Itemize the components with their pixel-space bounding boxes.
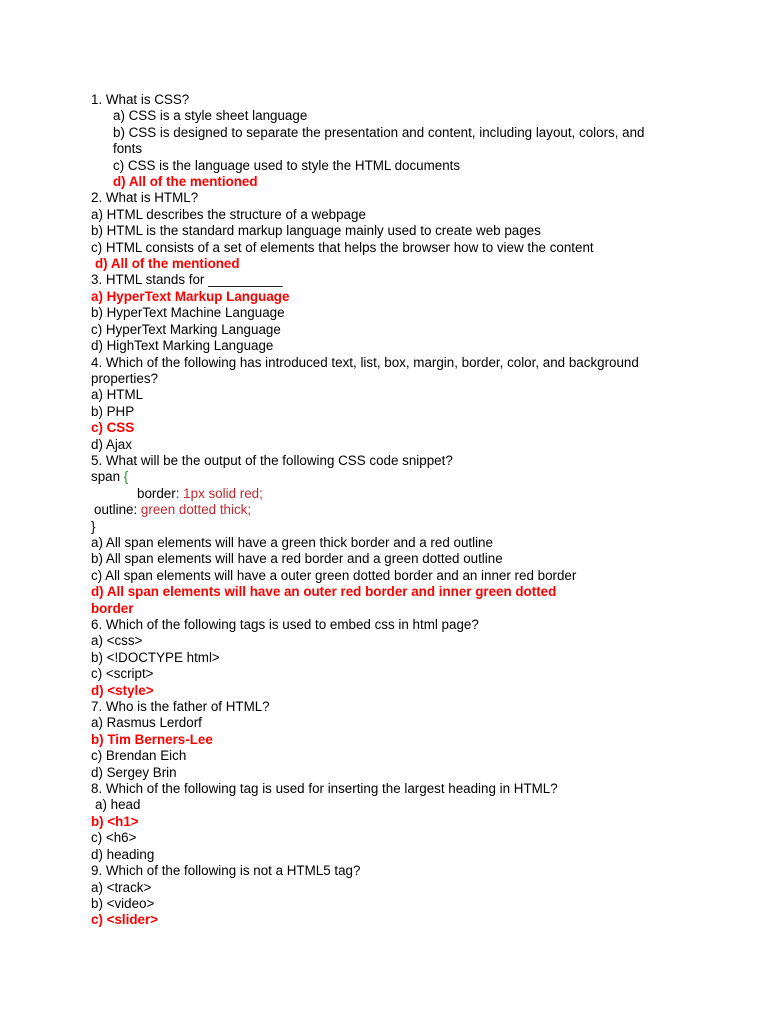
q8-option-d: d) heading xyxy=(91,846,155,862)
q5-option-a: a) All span elements will have a green thick border and a red outline xyxy=(91,534,493,550)
q5-answer-d: d) All span elements will have an outer red border and inner green dotted xyxy=(91,584,557,600)
q8-option-c: c) <h6> xyxy=(91,830,137,846)
code-close-brace: } xyxy=(91,518,96,534)
code-line-selector xyxy=(91,469,681,485)
q5-option-c: c) All span elements will have a outer green dotted border and an inner red border xyxy=(91,567,577,583)
q3-option-c: c) HyperText Marking Language xyxy=(91,321,281,337)
q7-option-c: c) Brendan Eich xyxy=(91,748,187,764)
quiz-document xyxy=(91,92,681,929)
q1-option-b-continued: fonts xyxy=(113,141,143,157)
q8-option-a: a) head xyxy=(95,797,141,813)
q9-option-a: a) <track> xyxy=(91,879,152,895)
code-value-outline: green dotted thick; xyxy=(140,502,252,518)
code-value-border: 1px solid red; xyxy=(183,485,263,501)
question-7: 7. Who is the father of HTML? xyxy=(91,699,270,715)
q3-answer-a: a) HyperText Markup Language xyxy=(91,288,290,304)
code-line-border xyxy=(91,486,681,502)
q7-option-a: a) Rasmus Lerdorf xyxy=(91,715,202,731)
q7-answer-b: b) Tim Berners-Lee xyxy=(91,731,213,747)
q1-option-a: a) CSS is a style sheet language xyxy=(113,108,308,124)
code-property-border: border xyxy=(137,485,176,501)
q3-option-d: d) HighText Marking Language xyxy=(91,338,274,354)
question-3: 3. HTML stands for __________ xyxy=(91,272,283,288)
q9-option-b: b) <video> xyxy=(91,895,155,911)
q1-answer-d: d) All of the mentioned xyxy=(113,174,258,190)
code-colon-2: : xyxy=(133,502,141,518)
q6-option-a: a) <css> xyxy=(91,633,143,649)
q1-option-c: c) CSS is the language used to style the HTML documents xyxy=(113,157,461,173)
code-property-outline: outline xyxy=(94,502,134,518)
question-4-continued: properties? xyxy=(91,370,158,386)
q7-option-d: d) Sergey Brin xyxy=(91,764,177,780)
q2-option-a: a) HTML describes the structure of a webpage xyxy=(91,206,366,222)
code-line-outline xyxy=(91,502,681,518)
q2-option-b: b) HTML is the standard markup language mainly used to create web pages xyxy=(91,223,541,239)
q5-option-b: b) All span elements will have a red border and a green dotted outline xyxy=(91,551,503,567)
question-2: 2. What is HTML? xyxy=(91,190,199,206)
q6-option-c: c) <script> xyxy=(91,666,154,682)
q4-option-a: a) HTML xyxy=(91,387,144,403)
question-8: 8. Which of the following tag is used for inserting the largest heading in HTML? xyxy=(91,781,558,797)
question-5: 5. What will be the output of the following CSS code snippet? xyxy=(91,452,453,468)
q8-answer-b: b) <h1> xyxy=(91,813,139,829)
code-selector: span xyxy=(91,469,124,485)
q2-option-c: c) HTML consists of a set of elements that helps the browser how to view the content xyxy=(91,239,594,255)
q6-answer-d: d) <style> xyxy=(91,682,154,698)
q4-answer-c: c) CSS xyxy=(91,420,135,436)
question-6: 6. Which of the following tags is used to embed css in html page? xyxy=(91,617,479,632)
q6-option-b: b) <!DOCTYPE html> xyxy=(91,649,220,665)
q3-option-b: b) HyperText Machine Language xyxy=(91,305,285,321)
q4-option-d: d) Ajax xyxy=(91,436,132,452)
q5-answer-d-continued: border xyxy=(91,600,134,616)
code-open-brace: { xyxy=(123,469,129,485)
q4-option-b: b) PHP xyxy=(91,403,135,419)
question-9: 9. Which of the following is not a HTML5 tag? xyxy=(91,863,361,879)
question-4: 4. Which of the following has introduced text, list, box, margin, border, color, and background xyxy=(91,354,639,370)
code-colon-1: : xyxy=(175,485,184,501)
q2-answer-d: d) All of the mentioned xyxy=(95,256,240,272)
q1-option-b: b) CSS is designed to separate the presentation and content, including layout, colors, and xyxy=(113,124,645,140)
question-1: 1. What is CSS? xyxy=(91,92,190,107)
q9-answer-c: c) <slider> xyxy=(91,912,158,928)
